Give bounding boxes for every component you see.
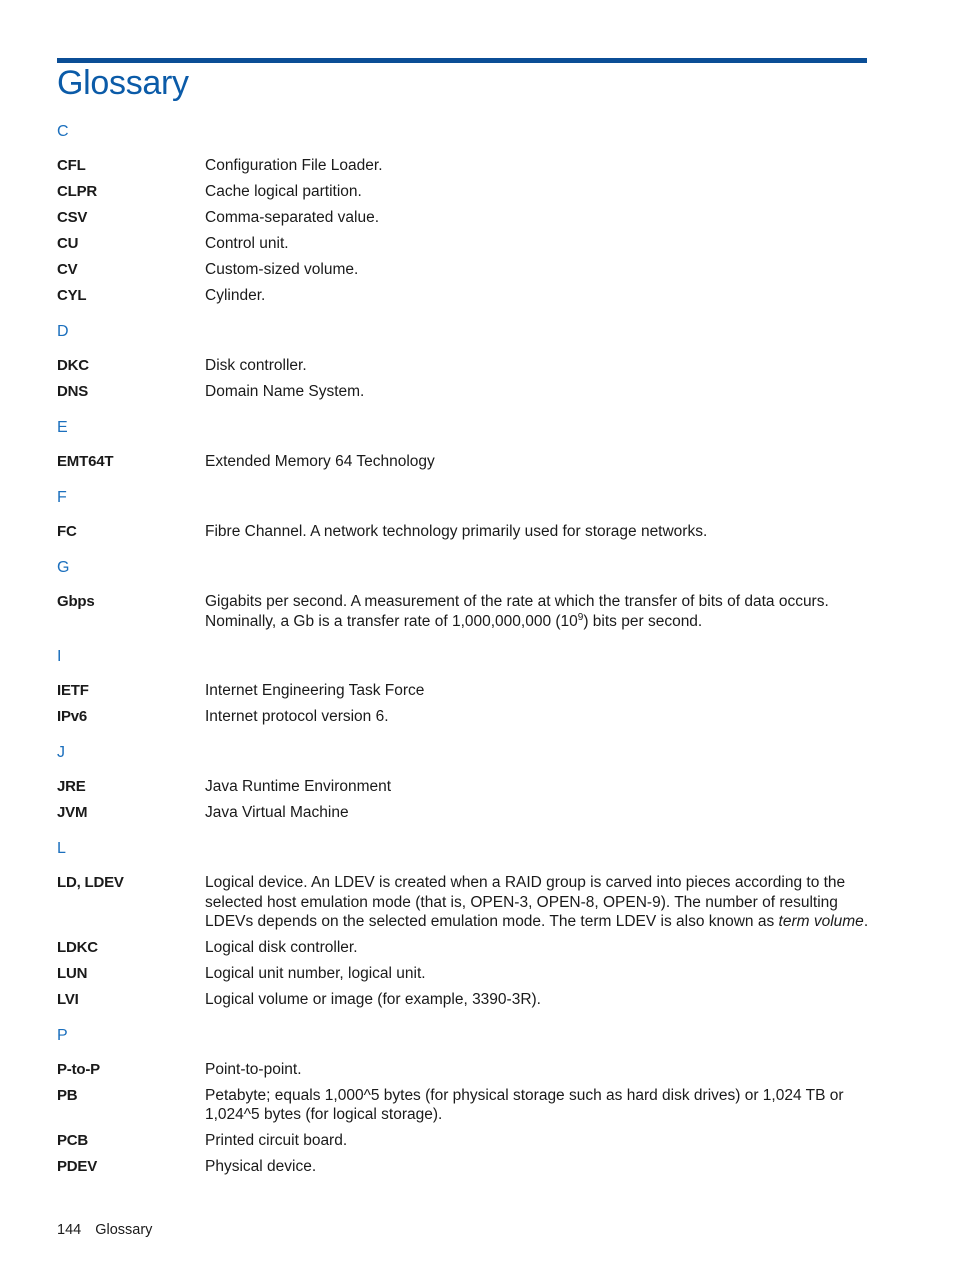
section-letter: G xyxy=(57,559,70,576)
section-letter: E xyxy=(57,419,68,436)
definition: Configuration File Loader. xyxy=(205,157,383,174)
term: DKC xyxy=(57,357,89,374)
term: PCB xyxy=(57,1131,89,1149)
section-d xyxy=(57,322,869,402)
term: JVM xyxy=(57,804,88,821)
term: CU xyxy=(57,235,79,252)
definition: Logical disk controller. xyxy=(205,938,358,956)
term: PDEV xyxy=(57,1157,98,1175)
glossary-entry xyxy=(57,938,869,958)
definition xyxy=(205,592,869,631)
glossary-entry xyxy=(57,707,869,727)
glossary-entry xyxy=(57,777,869,797)
definition: Custom-sized volume. xyxy=(205,261,359,278)
glossary-entry xyxy=(57,382,869,402)
definition-emphasis: term volume xyxy=(778,913,864,930)
glossary-entry xyxy=(57,522,869,542)
term: CYL xyxy=(57,287,87,304)
definition: Point-to-point. xyxy=(205,1060,302,1078)
glossary-entry xyxy=(57,208,869,228)
section-i xyxy=(57,647,869,727)
section-j xyxy=(57,743,869,823)
glossary-entry xyxy=(57,260,869,280)
definition xyxy=(205,873,869,932)
section-p xyxy=(57,1026,869,1177)
glossary-entry xyxy=(57,681,869,701)
definition: Control unit. xyxy=(205,235,289,252)
glossary-entry xyxy=(57,356,869,376)
term: JRE xyxy=(57,778,86,795)
term: FC xyxy=(57,523,77,540)
page-footer xyxy=(57,1222,152,1238)
glossary-list xyxy=(57,122,869,1193)
definition: Logical volume or image (for example, 3390-3R). xyxy=(205,990,541,1008)
section-letter: C xyxy=(57,123,69,140)
definition: Fibre Channel. A network technology primarily used for storage networks. xyxy=(205,523,708,540)
section-letter: J xyxy=(57,744,65,761)
term: DNS xyxy=(57,383,89,400)
glossary-entry xyxy=(57,592,869,631)
section-letter: L xyxy=(57,840,66,857)
definition: Cache logical partition. xyxy=(205,183,362,200)
header-rule xyxy=(57,58,867,63)
definition: Domain Name System. xyxy=(205,383,365,400)
term: EMT64T xyxy=(57,453,114,470)
exponent: 9 xyxy=(577,611,584,623)
term: Gbps xyxy=(57,593,95,610)
term: CSV xyxy=(57,209,88,226)
section-letter: D xyxy=(57,323,69,340)
definition: Printed circuit board. xyxy=(205,1131,348,1149)
glossary-entry xyxy=(57,990,869,1010)
definition-text: Logical device. An LDEV is created when a RAID group is carved into pieces according to the selected host emulation mode (that is, OPEN-3, OPEN-8, OPEN-9). The number of resulting LDEVs depends on the selected emulation mode. The term LDEV is also known as xyxy=(205,874,846,930)
definition: Extended Memory 64 Technology xyxy=(205,453,435,470)
section-letter: I xyxy=(57,648,62,665)
term: CV xyxy=(57,261,78,278)
glossary-entry xyxy=(57,1157,869,1177)
glossary-entry xyxy=(57,964,869,984)
glossary-entry xyxy=(57,873,869,932)
glossary-entry xyxy=(57,452,869,472)
glossary-entry xyxy=(57,1086,869,1125)
definition: Logical unit number, logical unit. xyxy=(205,964,426,982)
term: IETF xyxy=(57,682,89,699)
definition-text: Gigabits per second. A measurement of the rate at which the transfer of bits of data occurs. Nominally, a Gb is a transfer rate of 1,000,000,000 (10 xyxy=(205,593,829,630)
section-letter: F xyxy=(57,489,67,506)
section-f xyxy=(57,488,869,542)
definition: Internet Engineering Task Force xyxy=(205,682,425,699)
glossary-entry xyxy=(57,156,869,176)
section-letter: P xyxy=(57,1026,68,1044)
glossary-entry xyxy=(57,803,869,823)
definition: Comma-separated value. xyxy=(205,209,380,226)
section-c xyxy=(57,122,869,306)
definition: Physical device. xyxy=(205,1157,317,1175)
page-number: 144 xyxy=(57,1222,82,1238)
definition-text: . xyxy=(863,913,869,930)
definition: Java Virtual Machine xyxy=(205,804,349,821)
term: IPv6 xyxy=(57,708,88,725)
definition: Cylinder. xyxy=(205,287,266,304)
term: LD, LDEV xyxy=(57,874,124,891)
definition-text: ) bits per second. xyxy=(583,612,703,630)
glossary-entry xyxy=(57,1060,869,1080)
term: LVI xyxy=(57,990,79,1008)
term: CLPR xyxy=(57,183,98,200)
definition: Disk controller. xyxy=(205,357,307,374)
term: PB xyxy=(57,1086,78,1104)
footer-section-title: Glossary xyxy=(95,1222,153,1238)
glossary-entry xyxy=(57,286,869,306)
glossary-entry xyxy=(57,1131,869,1151)
definition: Java Runtime Environment xyxy=(205,778,392,795)
term: LUN xyxy=(57,964,88,982)
section-e xyxy=(57,418,869,472)
glossary-entry xyxy=(57,182,869,202)
term: CFL xyxy=(57,157,86,174)
page-title: Glossary xyxy=(57,64,189,102)
definition: Petabyte; equals 1,000^5 bytes (for physical storage such as hard disk drives) or 1,024 TB or 1,024^5 bytes (for logical storage). xyxy=(205,1086,844,1123)
glossary-entry xyxy=(57,234,869,254)
section-g xyxy=(57,558,869,631)
section-l xyxy=(57,839,869,1010)
definition: Internet protocol version 6. xyxy=(205,708,389,725)
term: P-to-P xyxy=(57,1060,100,1078)
term: LDKC xyxy=(57,938,98,956)
